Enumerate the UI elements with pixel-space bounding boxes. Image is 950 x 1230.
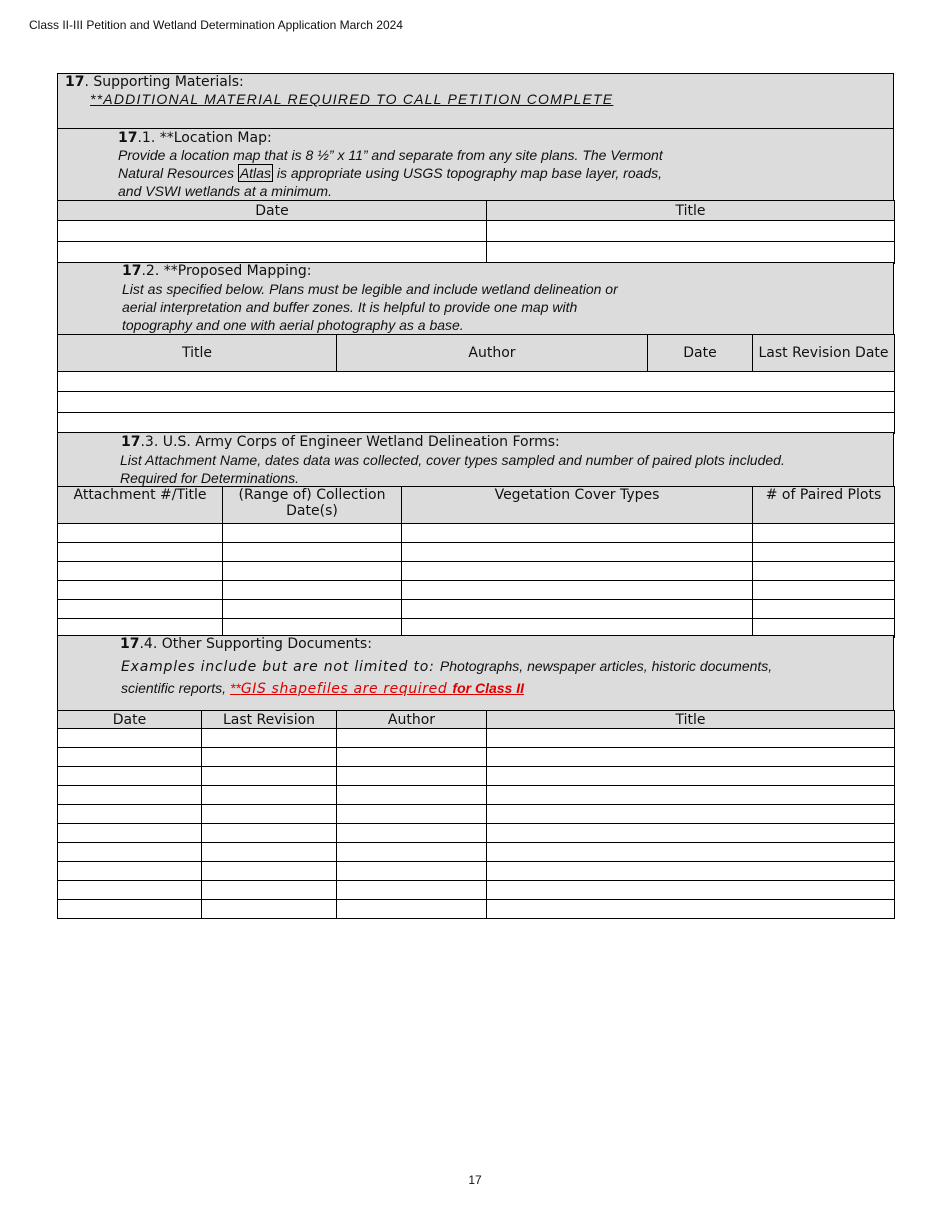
s2-title: .2. [141,263,164,279]
s2-line3: topography and one with aerial photography as a base. [122,317,464,333]
s1-line1: Provide a location map that is 8 ½” x 11” and separate from any site plans. The Vermont [118,147,663,163]
table-cell[interactable] [402,581,753,600]
col-attachment-title: Attachment #/Title [58,487,223,524]
other-documents-table [57,710,895,919]
table-cell[interactable] [58,767,202,786]
table-cell[interactable] [223,600,402,619]
proposed-mapping-table [57,334,895,434]
s3-number: 17 [121,434,141,450]
gis-class: for Class II [452,680,524,696]
table-cell[interactable] [223,562,402,581]
s2-line2: aerial interpretation and buffer zones. It is helpful to provide one map with [122,299,578,315]
table-cell[interactable] [402,543,753,562]
table-cell[interactable] [337,862,487,881]
table-cell[interactable] [202,824,337,843]
col-collection-dates: (Range of) Collection Date(s) [223,487,402,524]
col-date: Date [648,335,753,372]
gis-requirement: GIS shapefiles are required [240,681,453,697]
table-cell[interactable] [487,729,895,748]
s4-line2a: scientific reports, [121,680,230,696]
table-cell[interactable] [202,862,337,881]
table-cell[interactable] [753,524,895,543]
table-cell[interactable] [202,729,337,748]
col-title: Title [487,711,895,729]
other-documents-heading [57,635,894,711]
section-17-heading [57,73,894,129]
s2-number: 17 [122,263,142,279]
table-cell[interactable] [58,900,202,919]
col-title: Title [58,335,337,372]
col-title: Title [487,201,895,221]
table-cell[interactable] [487,824,895,843]
table-cell[interactable] [337,824,487,843]
col-date: Date [58,711,202,729]
atlas-link[interactable]: Atlas [239,165,271,181]
s1-title-text: Location Map: [173,130,272,146]
table-cell[interactable] [487,900,895,919]
s4-line1b: Photographs, newspaper articles, historic documents, [439,658,773,674]
table-cell[interactable] [58,524,223,543]
table-cell[interactable] [487,786,895,805]
table-cell[interactable] [58,881,202,900]
s2-line1: List as specified below. Plans must be legible and include wetland delineation or [122,281,618,297]
col-vegetation-cover-types: Vegetation Cover Types [402,487,753,524]
table-cell[interactable] [202,881,337,900]
table-cell[interactable] [753,562,895,581]
location-map-heading [57,128,894,201]
s1-line2a: Natural Resources [118,165,238,181]
s1-line2b: is appropriate using USGS topography map base layer, roads, [272,165,663,181]
col-date: Date [58,201,487,221]
table-cell[interactable] [58,862,202,881]
table-cell[interactable] [58,581,223,600]
s3-line2: Required for Determinations. [120,470,299,486]
document-header: Class II-III Petition and Wetland Determination Application March 2024 [29,18,403,32]
table-cell[interactable] [487,748,895,767]
table-cell[interactable] [337,843,487,862]
table-cell[interactable] [487,242,895,264]
table-cell[interactable] [487,843,895,862]
s2-title-text: Proposed Mapping: [177,263,312,279]
table-cell[interactable] [223,543,402,562]
table-cell[interactable] [58,600,223,619]
table-cell[interactable] [402,562,753,581]
table-cell[interactable] [202,748,337,767]
table-cell[interactable] [487,221,895,242]
col-last-revision: Last Revision [202,711,337,729]
table-cell[interactable] [202,786,337,805]
table-cell[interactable] [337,729,487,748]
table-cell[interactable] [487,881,895,900]
table-cell[interactable] [753,600,895,619]
s1-number: 17 [118,130,138,146]
table-cell[interactable] [337,805,487,824]
table-cell[interactable] [337,881,487,900]
s4-marker: ** [229,680,241,696]
table-cell[interactable] [753,581,895,600]
delineation-forms-table [57,486,895,638]
s3-line1: List Attachment Name, dates data was collected, cover types sampled and number of paired plots included. [120,452,785,468]
s2-marker: ** [163,263,178,279]
col-paired-plots: # of Paired Plots [753,487,895,524]
table-row[interactable] [58,413,895,434]
table-cell[interactable] [487,862,895,881]
table-cell[interactable] [487,767,895,786]
table-cell[interactable] [402,524,753,543]
s1-marker: ** [159,130,174,146]
s4-title: .4. Other Supporting Documents: [139,636,372,652]
table-row[interactable] [58,392,895,413]
table-cell[interactable] [58,786,202,805]
table-cell[interactable] [223,524,402,543]
section-number: 17 [65,74,85,90]
table-cell[interactable] [402,600,753,619]
table-cell[interactable] [753,543,895,562]
table-cell[interactable] [337,767,487,786]
table-cell[interactable] [202,843,337,862]
location-map-table [57,200,895,264]
s4-line1a: Examples include but are not limited to: [121,659,440,675]
col-last-revision-date: Last Revision Date [753,335,895,372]
table-cell[interactable] [337,900,487,919]
table-cell[interactable] [58,729,202,748]
table-cell[interactable] [337,786,487,805]
required-note: ADDITIONAL MATERIAL REQUIRED TO CALL PETITION COMPLETE [103,91,614,107]
s1-line3: and VSWI wetlands at a minimum. [118,183,332,199]
table-cell[interactable] [202,767,337,786]
table-cell[interactable] [58,843,202,862]
page-number: 17 [468,1173,482,1187]
table-cell[interactable] [58,805,202,824]
table-cell[interactable] [337,748,487,767]
s4-number: 17 [120,636,140,652]
table-cell[interactable] [58,562,223,581]
table-cell[interactable] [58,221,487,242]
table-cell[interactable] [223,581,402,600]
delineation-forms-heading [57,432,894,487]
table-cell[interactable] [58,824,202,843]
table-cell[interactable] [58,543,223,562]
table-row[interactable] [58,372,895,392]
table-cell[interactable] [487,805,895,824]
s3-title: .3. U.S. Army Corps of Engineer Wetland Delineation Forms: [140,434,560,450]
table-cell[interactable] [202,900,337,919]
section-title: . Supporting Materials: [84,74,244,90]
proposed-mapping-heading [57,262,894,335]
table-cell[interactable] [202,805,337,824]
col-author: Author [337,711,487,729]
table-cell[interactable] [58,242,487,264]
s1-title: .1. [137,130,160,146]
table-cell[interactable] [58,748,202,767]
required-marker: ** [90,91,104,107]
col-author: Author [337,335,648,372]
